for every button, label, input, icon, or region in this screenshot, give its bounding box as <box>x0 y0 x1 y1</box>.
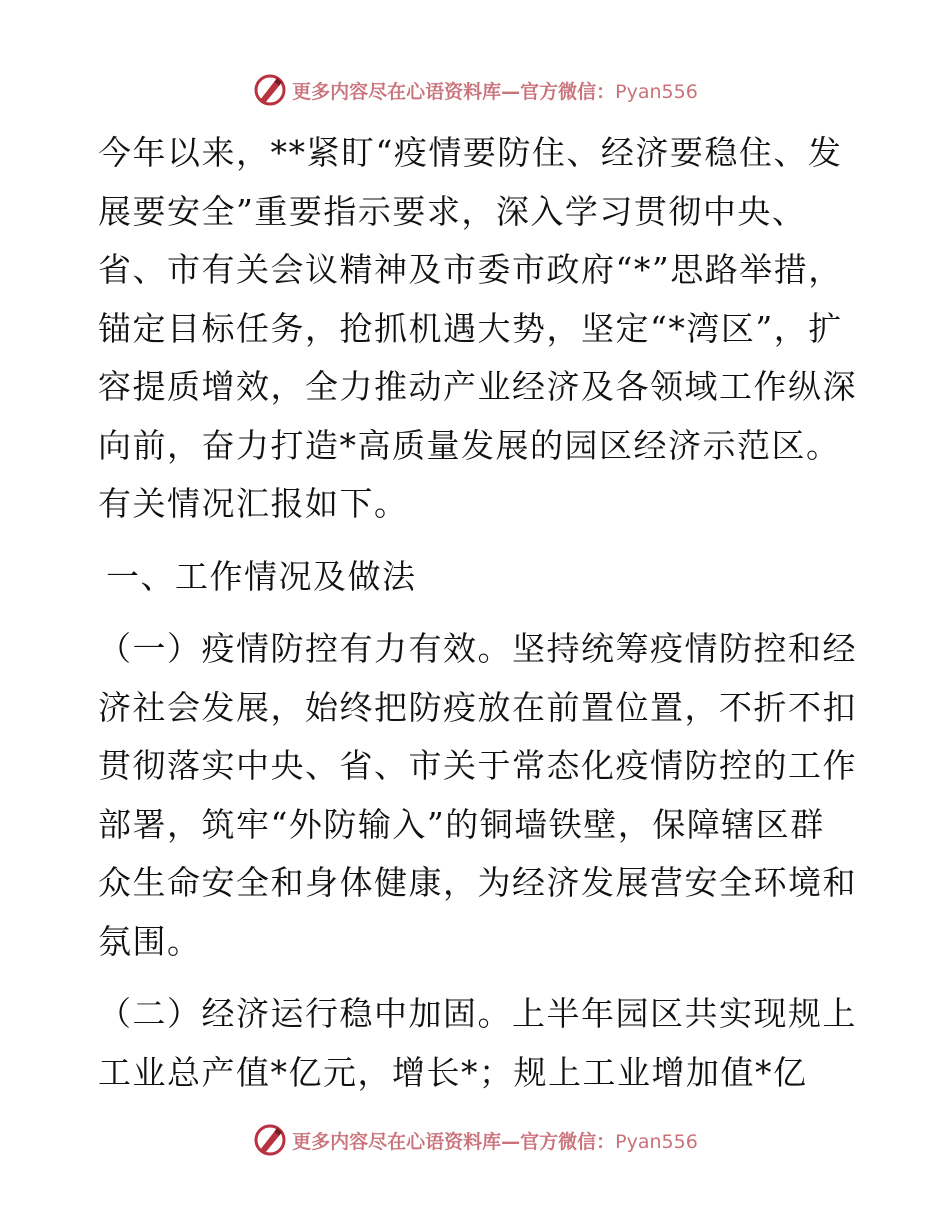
watermark-wechat-id: Pyan556 <box>615 1130 698 1153</box>
watermark-text <box>292 1127 698 1154</box>
pen-logo-icon <box>252 1122 288 1158</box>
pen-logo-icon <box>252 72 288 108</box>
paragraph-economic-operation: （二）经济运行稳中加固。上半年园区共实现规上工业总产值*亿元，增长*；规上工业增加值*亿 <box>98 994 857 1092</box>
watermark-brand: 更多内容尽在心语资料库—官方微信： <box>292 1130 616 1153</box>
document-body <box>98 124 858 1102</box>
watermark-wechat-id: Pyan556 <box>615 80 698 103</box>
watermark-text <box>292 77 698 104</box>
watermark-footer <box>0 1120 950 1160</box>
paragraph-epidemic-control: （一）疫情防控有力有效。坚持统筹疫情防控和经济社会发展，始终把防疫放在前置位置，不折不扣贯彻落实中央、省、市关于常态化疫情防控的工作部署，筑牢“外防输入”的铜墙铁壁，保障辖区群众生命安全和身体健康，为经济发展营安全环境和氛围。 <box>98 629 857 961</box>
intro-paragraph: 今年以来，**紧盯“疫情要防住、经济要稳住、发展要安全”重要指示要求，深入学习贯彻中央、省、市有关会议精神及市委市政府“*”思路举措，锚定目标任务，抢抓机遇大势，坚定“*湾区”，扩容提质增效，全力推动产业经济及各领域工作纵深向前，奋力打造*高质量发展的园区经济示范区。有关情况汇报如下。 <box>98 133 857 523</box>
watermark-brand: 更多内容尽在心语资料库—官方微信： <box>292 80 616 103</box>
section-heading: 一、工作情况及做法 <box>106 556 417 596</box>
watermark-header <box>0 70 950 110</box>
